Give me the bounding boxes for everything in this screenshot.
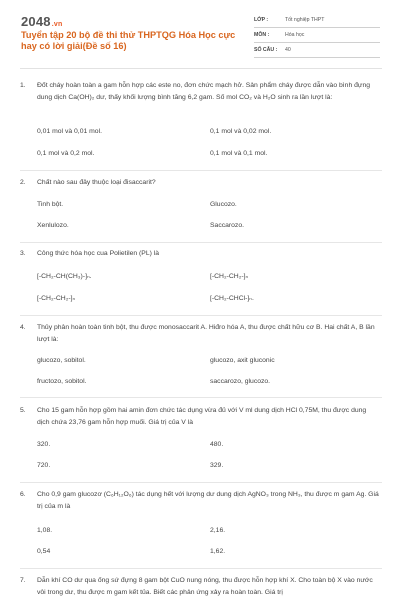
question-divider <box>20 315 382 316</box>
option-b[interactable]: glucozo, axit gluconic <box>210 357 275 364</box>
option-c[interactable]: 0,54 <box>37 548 51 555</box>
option-b[interactable]: 2,16. <box>210 527 226 534</box>
option-b[interactable]: [-CH₂-CH₂-]ₙ <box>210 273 249 280</box>
question-text: Thủy phân hoàn toàn tinh bột, thu được monosaccarit A. Hiđro hóa A, thu được chất hữu cơ B. Hai chất A, B lần lượt là: <box>37 324 375 343</box>
question-4 <box>20 322 380 345</box>
meta-label: MÔN : <box>254 32 270 38</box>
option-c[interactable]: fructozo, sobitol. <box>37 378 87 385</box>
question-divider <box>20 242 382 243</box>
question-1 <box>20 80 380 103</box>
question-number: 5. <box>20 407 26 414</box>
meta-row-question-count <box>254 43 380 58</box>
question-text: Chất nào sau đây thuộc loại đisaccarit? <box>37 179 156 186</box>
meta-value: Hóa học <box>285 32 305 38</box>
question-3 <box>20 248 380 260</box>
option-c[interactable]: 0,1 mol và 0,2 mol. <box>37 150 95 157</box>
document-meta <box>254 13 380 58</box>
option-a[interactable]: glucozo, sobitol. <box>37 357 86 364</box>
question-text: Cho 0,9 gam glucozơ (C₆H₁₂O₆) tác dụng hết với lượng dư dung dịch AgNO₃ trong NH₃, thu được m gam Ag. Giá trị của m là <box>37 491 379 510</box>
option-b[interactable]: Glucozo. <box>210 201 237 208</box>
meta-value: 40 <box>285 47 291 53</box>
option-d[interactable]: 329. <box>210 462 224 469</box>
question-number: 6. <box>20 491 26 498</box>
option-c[interactable]: [-CH₂-CH₂-]ₙ <box>37 295 76 302</box>
option-c[interactable]: 720. <box>37 462 51 469</box>
question-2 <box>20 177 380 189</box>
option-d[interactable]: [-CH₂-CHCl-]ₙ. <box>210 295 254 302</box>
meta-label: SỐ CÂU : <box>254 47 278 53</box>
logo-number: 2048 <box>21 14 51 29</box>
header-divider <box>20 68 382 69</box>
meta-row-subject <box>254 28 380 43</box>
question-7 <box>20 575 380 598</box>
question-divider <box>20 568 382 569</box>
logo-suffix: .vn <box>51 21 63 28</box>
meta-row-class <box>254 13 380 28</box>
option-b[interactable]: 480. <box>210 441 224 448</box>
page-header <box>0 0 400 68</box>
option-d[interactable]: Saccarozo. <box>210 222 245 229</box>
option-a[interactable]: 320. <box>37 441 51 448</box>
option-d[interactable]: 0,1 mol và 0,1 mol. <box>210 150 268 157</box>
meta-label: LỚP : <box>254 17 269 23</box>
question-number: 2. <box>20 179 26 186</box>
question-text: Cho 15 gam hỗn hợp gồm hai amin đơn chức tác dụng vừa đủ với V ml dung dịch HCl 0,75M, thu được dung dịch chứa 23,76 gam hỗn hợp muối. Giá trị của V là <box>37 407 367 426</box>
question-divider <box>20 482 382 483</box>
question-6 <box>20 489 380 512</box>
option-a[interactable]: 0,01 mol và 0,01 mol. <box>37 128 102 135</box>
option-a[interactable]: 1,08. <box>37 527 53 534</box>
question-text: Dẫn khí CO dư qua ống sứ đựng 8 gam bột CuO nung nóng, thu được hỗn hợp khí X. Cho toàn bộ X vào nước vôi trong dư, thu được m gam kết tủa. Biết các phản ứng xảy ra hoàn toàn. Giá trị <box>37 577 373 596</box>
option-a[interactable]: [-CH₂-CH(CH₃)-]ₙ. <box>37 273 92 280</box>
question-number: 1. <box>20 82 26 89</box>
question-divider <box>20 397 382 398</box>
option-a[interactable]: Tinh bột. <box>37 201 64 208</box>
question-divider <box>20 170 382 171</box>
site-logo[interactable] <box>21 14 62 29</box>
question-text: Công thức hóa học cua Polietilen (PL) là <box>37 250 160 257</box>
question-number: 7. <box>20 577 26 584</box>
meta-value: Tốt nghiệp THPT <box>285 17 325 23</box>
option-d[interactable]: saccarozo, glucozo. <box>210 378 271 385</box>
question-number: 3. <box>20 250 26 257</box>
question-5 <box>20 405 380 428</box>
question-number: 4. <box>20 324 26 331</box>
document-title: Tuyển tập 20 bộ đề thi thử THPTQG Hóa Học cực hay có lời giải(Đề số 16) <box>21 30 236 51</box>
option-d[interactable]: 1,62. <box>210 548 226 555</box>
option-b[interactable]: 0,1 mol và 0,02 mol. <box>210 128 272 135</box>
question-text: Đốt cháy hoàn toàn a gam hỗn hợp các este no, đơn chức mạch hở. Sản phẩm cháy được dẫn vào bình đựng dung dịch Ca(OH)₂ dư, thấy khối lượng bình tăng 6,2 gam. Số mol CO₂ và H₂O sinh ra lần lượt là: <box>37 82 371 101</box>
option-c[interactable]: Xenlulozo. <box>37 222 69 229</box>
